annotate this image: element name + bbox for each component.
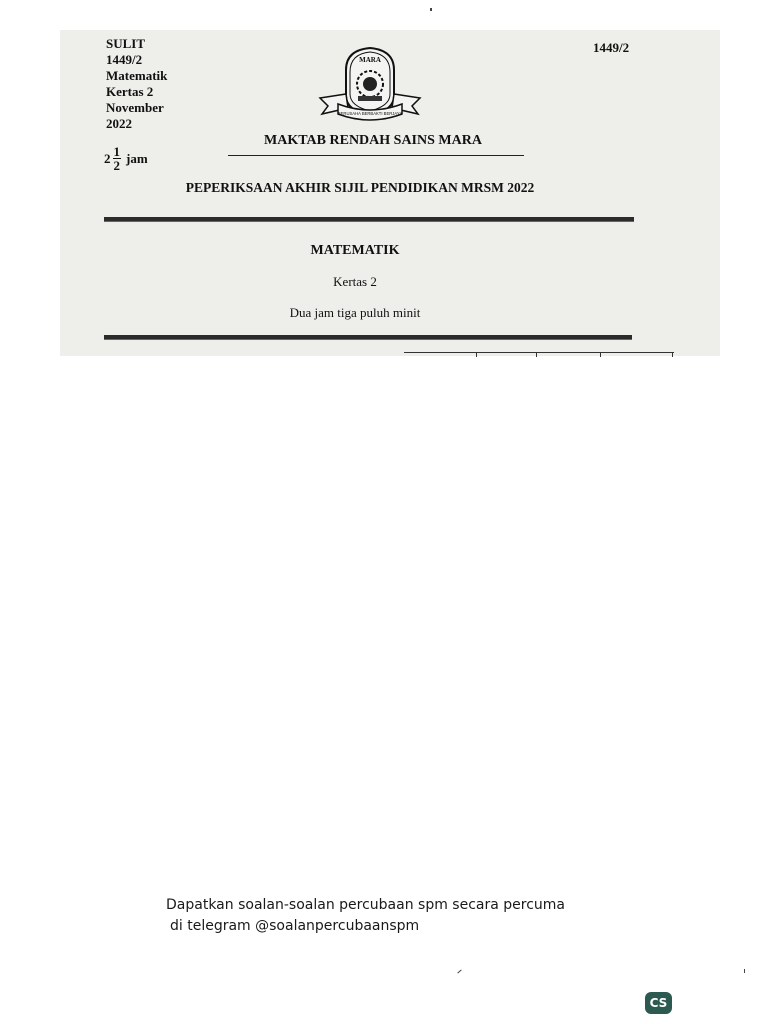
exam-month: November	[106, 100, 164, 115]
paper-code-right: 1449/2	[593, 40, 630, 55]
subject-title: MATEMATIK	[310, 243, 400, 258]
paper-number: Kertas 2	[106, 84, 154, 99]
footer-line-1: Dapatkan soalan-soalan percubaan spm secara percuma	[166, 897, 565, 913]
exam-year: 2022	[106, 116, 132, 131]
duration-numerator: 1	[113, 144, 120, 159]
scan-speck	[744, 969, 745, 973]
subject-short: Matematik	[106, 68, 168, 83]
duration-fraction	[113, 145, 122, 172]
paper-code: 1449/2	[106, 52, 143, 67]
paper-metadata	[106, 36, 167, 132]
mara-crest-icon	[316, 44, 424, 124]
score-table-edge	[404, 352, 674, 357]
crest-ribbon-text: BERUSAHA BERBAKTI BERJAYA	[337, 111, 403, 116]
scan-speck	[457, 970, 461, 974]
duration-hours	[104, 145, 148, 172]
crest-top-text: MARA	[359, 56, 381, 64]
camscanner-icon	[645, 992, 672, 1014]
scan-speck	[430, 8, 432, 11]
footer-note	[166, 895, 565, 937]
footer-line-2: di telegram @soalanpercubaanspm	[170, 918, 420, 934]
divider-bottom	[104, 335, 632, 340]
confidential-label: SULIT	[106, 36, 146, 51]
duration-unit: jam	[126, 150, 148, 166]
paper-duration: Dua jam tiga puluh minit	[289, 305, 421, 320]
camscanner-label: CS	[649, 996, 668, 1010]
paper-label: Kertas 2	[333, 274, 377, 289]
institution-name: MAKTAB RENDAH SAINS MARA	[264, 133, 482, 148]
exam-title: PEPERIKSAAN AKHIR SIJIL PENDIDIKAN MRSM 2022	[185, 180, 535, 195]
duration-whole: 2	[104, 150, 111, 166]
duration-denominator: 2	[113, 158, 120, 173]
institution-underline	[228, 155, 524, 156]
divider-top	[104, 217, 634, 222]
